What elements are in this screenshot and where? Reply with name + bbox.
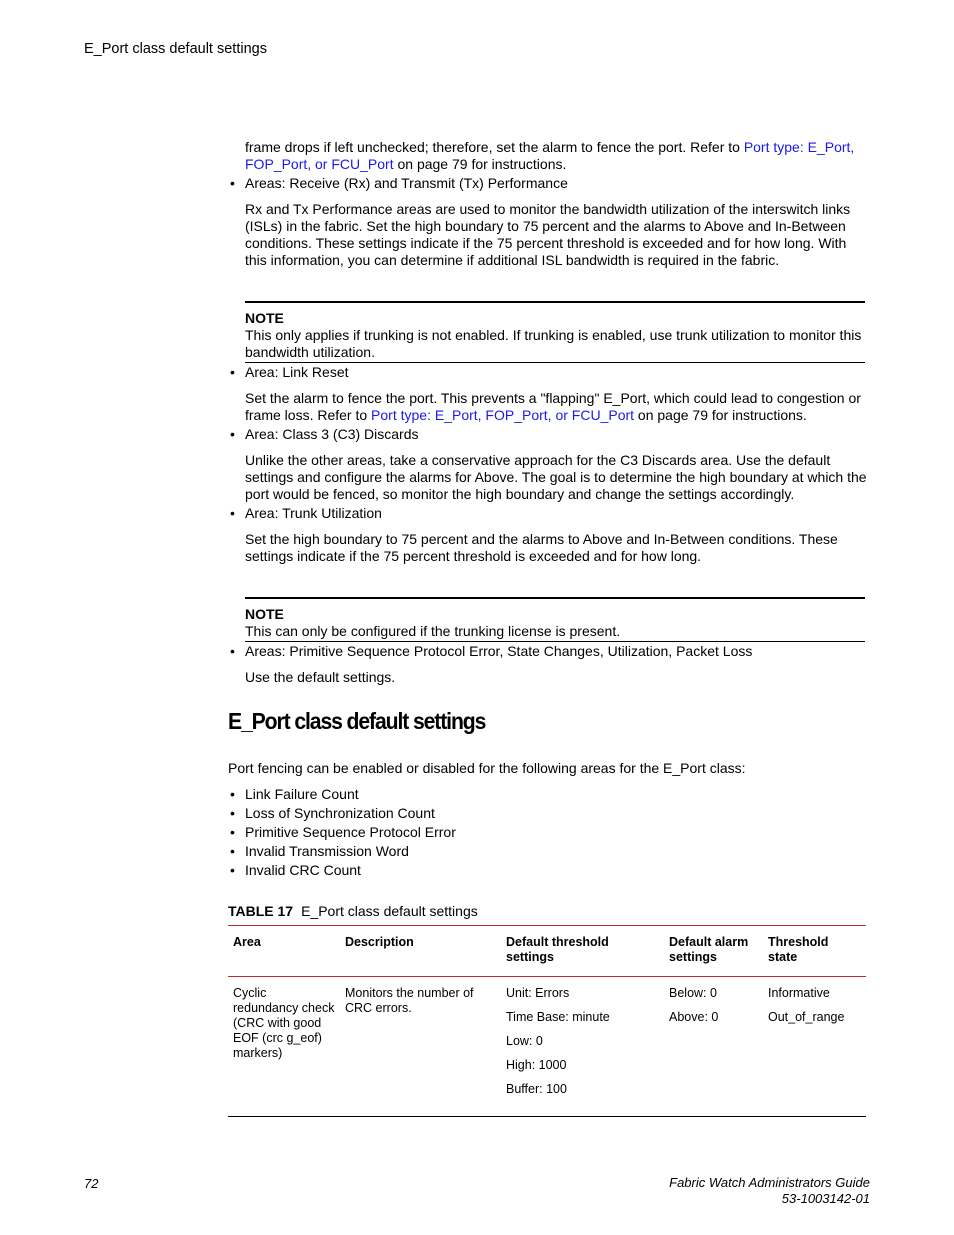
- trunk-paragraph: Set the high boundary to 75 percent and the alarms to Above and In-Between conditions. These settings indicate if the 75 percent threshold is exceeded and for how long.: [245, 531, 838, 564]
- threshold-value: Low: 0: [506, 1034, 543, 1048]
- table-caption-text: E_Port class default settings: [301, 903, 478, 919]
- column-header-threshold-state: Threshold state: [763, 926, 866, 977]
- footer-doc-info: [669, 1175, 870, 1207]
- state-value: Informative: [768, 986, 830, 1000]
- list-item-label: Primitive Sequence Protocol Error: [245, 824, 456, 840]
- list-item-label: Invalid Transmission Word: [245, 843, 409, 859]
- intro-tail: on page 79 for instructions.: [393, 156, 567, 172]
- link-reset-text: Set the alarm to fence the port. This prevents a "flapping" E_Port, which could lead to congestion or frame loss. Refer to: [245, 390, 861, 423]
- bullet-icon: •: [230, 505, 235, 521]
- table-header-row: [228, 926, 866, 977]
- table-caption: [228, 903, 478, 920]
- cell-alarms: [664, 977, 763, 1117]
- doc-number: 53-1003142-01: [781, 1191, 870, 1206]
- cell-area: Cyclic redundancy check (CRC with good EOF (crc g_eof) markers): [228, 977, 340, 1117]
- c3-paragraph: Unlike the other areas, take a conservative approach for the C3 Discards area. Use the default settings and configure the alarms for Above. The goal is to determine the high boundary at which the port would be fenced, so monitor the high boundary and change the settings accordingly.: [245, 452, 867, 502]
- bullet-icon: •: [230, 175, 235, 191]
- intro-paragraph: [245, 139, 867, 173]
- note-text: This can only be configured if the trunking license is present.: [245, 623, 621, 639]
- cell-thresholds: [501, 977, 664, 1117]
- bullet-icon: •: [230, 824, 235, 840]
- bullet-label: Area: Class 3 (C3) Discards: [245, 426, 419, 442]
- bullet-icon: •: [230, 426, 235, 442]
- note-box: [245, 597, 865, 642]
- bullet-icon: •: [230, 786, 235, 802]
- running-header: E_Port class default settings: [84, 41, 267, 57]
- rx-tx-paragraph: Rx and Tx Performance areas are used to monitor the bandwidth utilization of the interswitch links (ISLs) in the fabric. Set the high boundary to 75 percent and the alarms to Above and In-Between conditions. These settings indicate if the 75 percent threshold is exceeded and for how long. With this information, you can determine if additional ISL bandwidth is required in the fabric.: [245, 201, 851, 268]
- port-type-link-cont[interactable]: FOP_Port, or FCU_Port: [245, 156, 394, 172]
- note-label: NOTE: [245, 606, 284, 622]
- list-item-label: Invalid CRC Count: [245, 862, 361, 878]
- port-type-link[interactable]: Port type: E_Port,: [743, 139, 855, 155]
- column-header-threshold-settings: Default threshold settings: [501, 926, 664, 977]
- state-value: Out_of_range: [768, 1010, 845, 1024]
- list-item-label: Loss of Synchronization Count: [245, 805, 435, 821]
- alarm-value: Below: 0: [669, 986, 717, 1000]
- link-reset-tail: on page 79 for instructions.: [634, 407, 807, 423]
- bullet-icon: •: [230, 805, 235, 821]
- bullet-label: Area: Trunk Utilization: [245, 505, 382, 521]
- column-header-area: Area: [228, 926, 340, 977]
- note-box: [245, 301, 865, 363]
- page-number: 72: [84, 1176, 99, 1191]
- threshold-value: High: 1000: [506, 1058, 567, 1072]
- section-intro: Port fencing can be enabled or disabled for the following areas for the E_Port class:: [228, 760, 746, 776]
- bullet-icon: •: [230, 862, 235, 878]
- note-label: NOTE: [245, 310, 284, 326]
- port-type-link-2[interactable]: Port type: E_Port, FOP_Port, or FCU_Port: [371, 407, 635, 423]
- threshold-value: Buffer: 100: [506, 1082, 567, 1096]
- column-header-alarm-settings: Default alarm settings: [664, 926, 763, 977]
- column-header-description: Description: [340, 926, 501, 977]
- cell-states: [763, 977, 866, 1117]
- settings-table: [228, 925, 866, 1117]
- note-text: This only applies if trunking is not enabled. If trunking is enabled, use trunk utilization to monitor this bandwidth utilization.: [245, 327, 862, 360]
- bullet-label: Areas: Receive (Rx) and Transmit (Tx) Performance: [245, 175, 568, 191]
- bullet-label: Area: Link Reset: [245, 364, 349, 380]
- alarm-value: Above: 0: [669, 1010, 719, 1024]
- bullet-icon: •: [230, 843, 235, 859]
- table-row: [228, 977, 866, 1117]
- bullet-label: Areas: Primitive Sequence Protocol Error, State Changes, Utilization, Packet Loss: [245, 643, 753, 659]
- section-heading: E_Port class default settings: [228, 708, 486, 734]
- bullet-icon: •: [230, 364, 235, 380]
- threshold-value: Unit: Errors: [506, 986, 570, 1000]
- intro-text: frame drops if left unchecked; therefore, set the alarm to fence the port. Refer to: [245, 139, 744, 155]
- doc-title: Fabric Watch Administrators Guide: [669, 1175, 870, 1190]
- table-caption-label: TABLE 17: [228, 903, 294, 919]
- link-reset-paragraph: [245, 390, 867, 424]
- cell-description: Monitors the number of CRC errors.: [340, 977, 501, 1117]
- threshold-value: Time Base: minute: [506, 1010, 610, 1024]
- bullet-icon: •: [230, 643, 235, 659]
- defaults-paragraph: Use the default settings.: [245, 669, 396, 685]
- list-item-label: Link Failure Count: [245, 786, 359, 802]
